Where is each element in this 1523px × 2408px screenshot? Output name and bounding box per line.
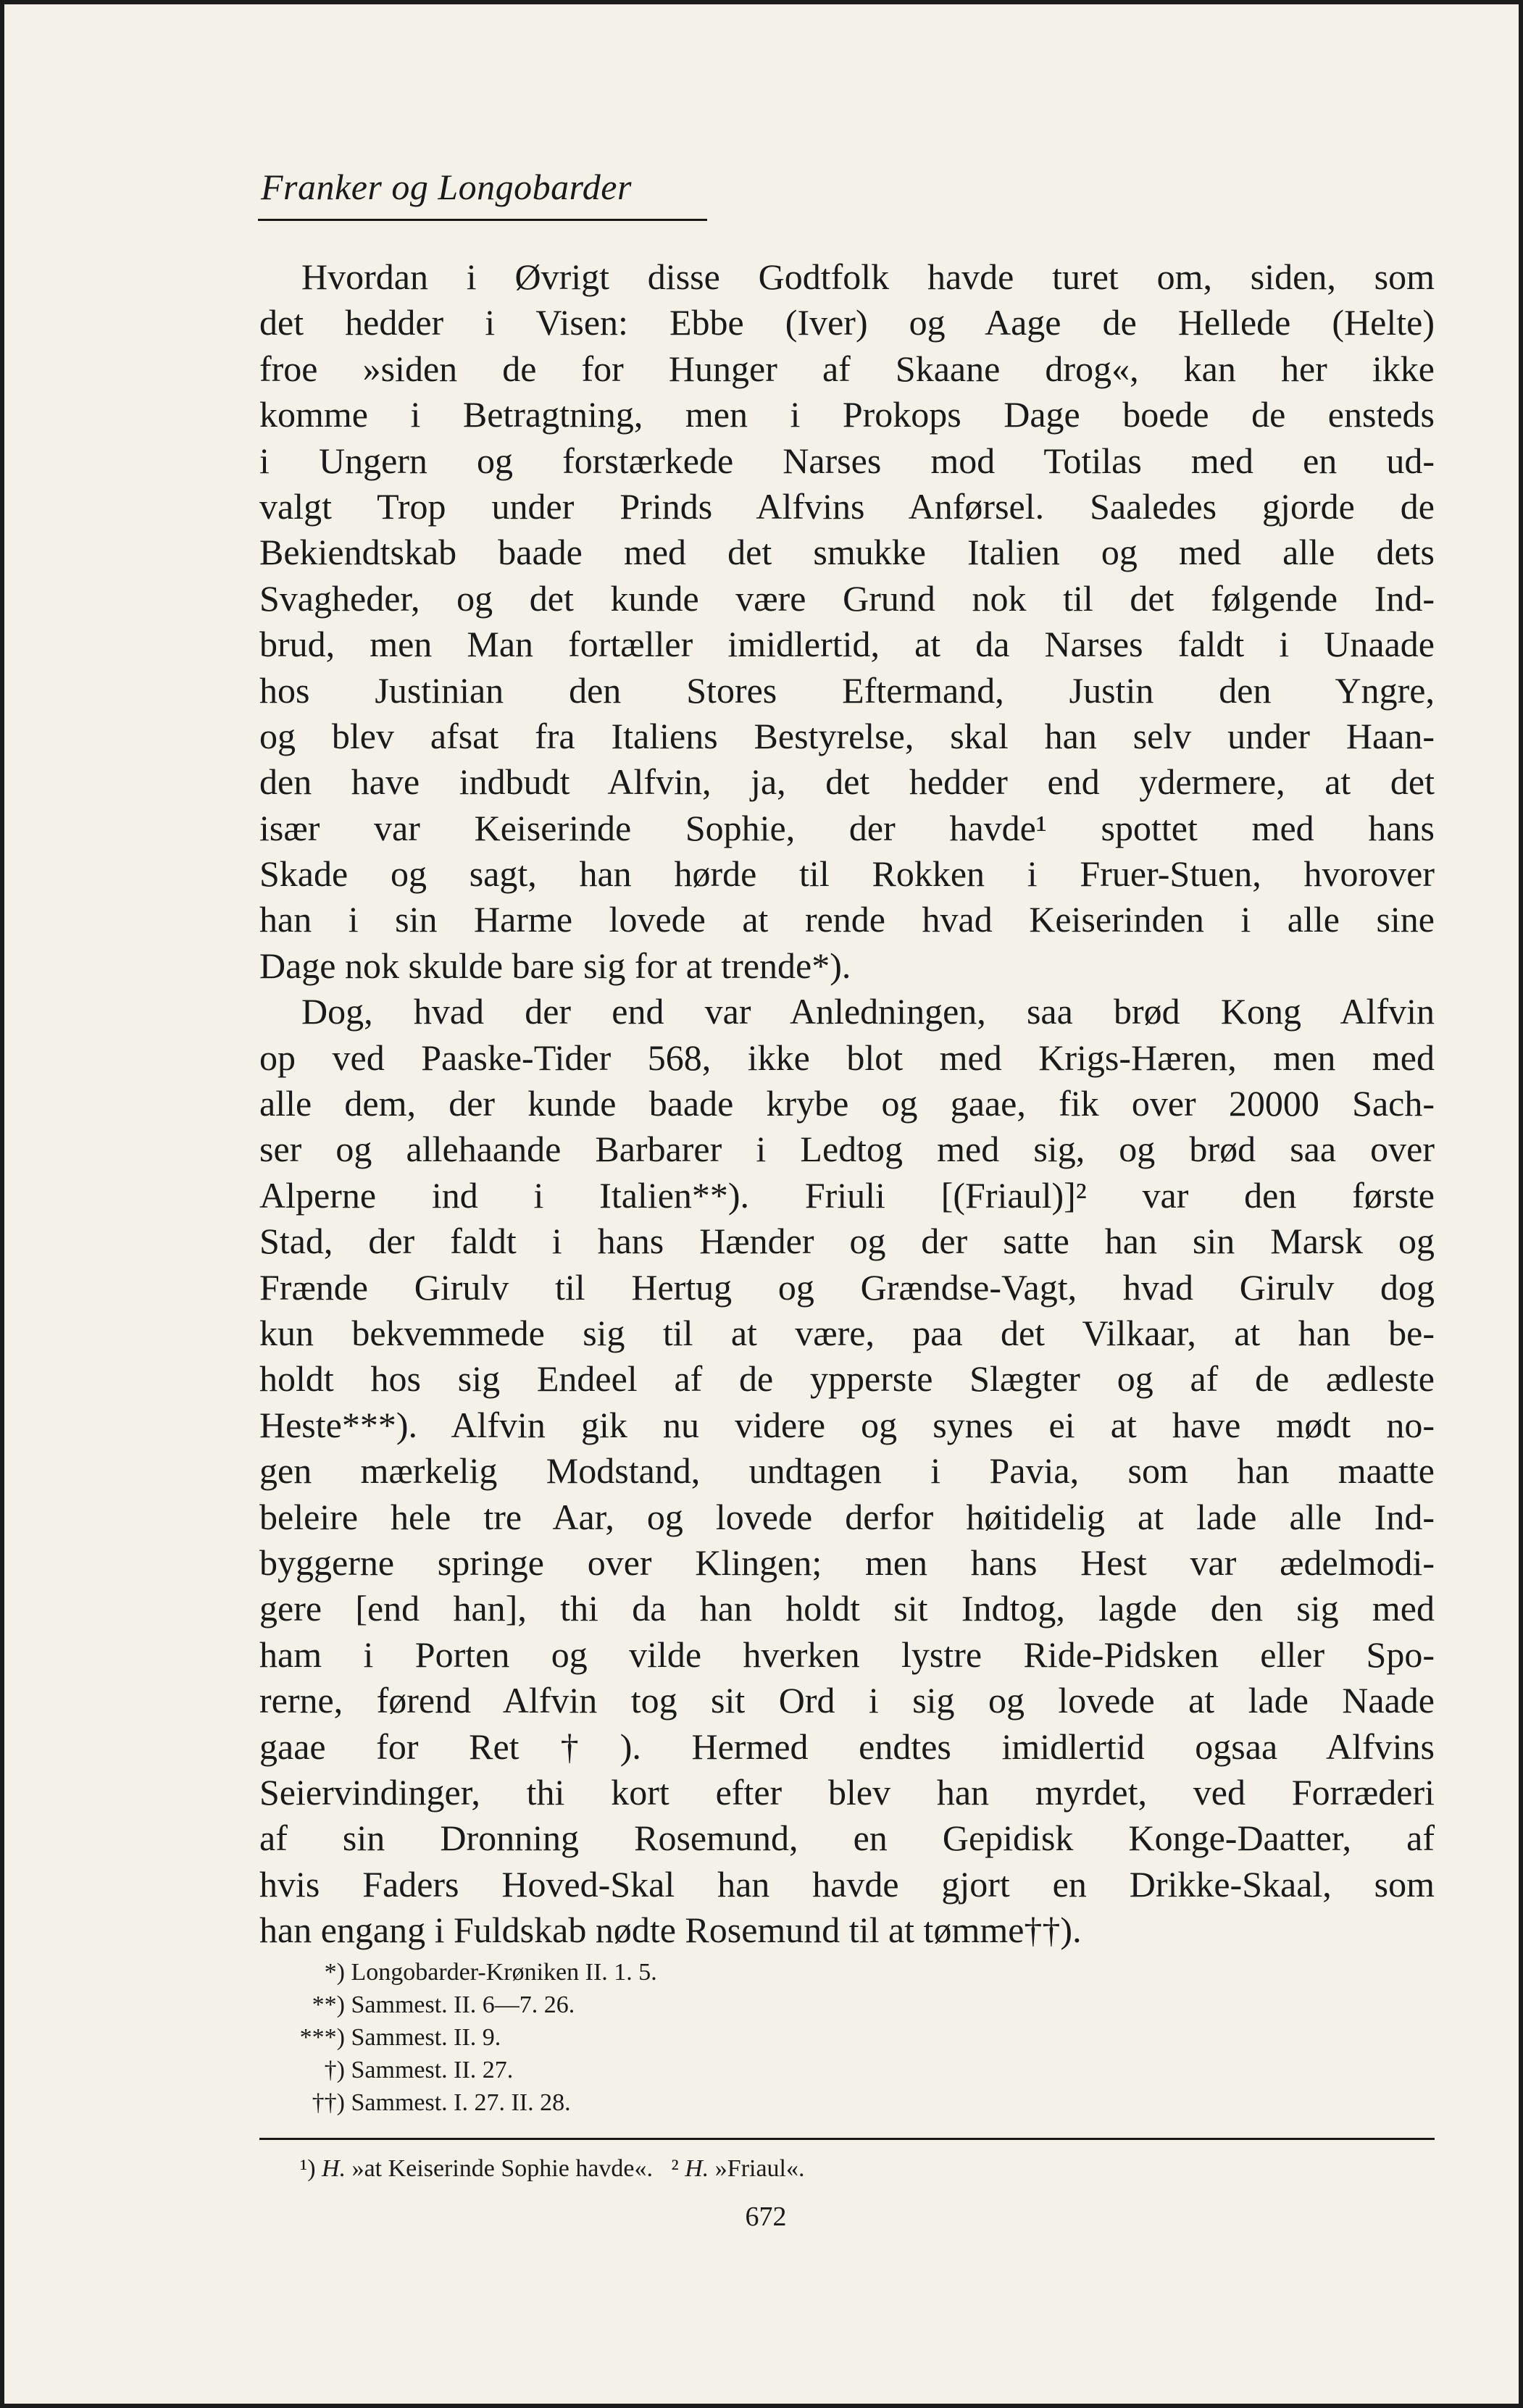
footnote-text: Sammest. II. 9. [351, 2024, 501, 2051]
text-line: Svagheder, og det kunde være Grund nok til det følgende Ind- [259, 577, 1435, 619]
text-line: han engang i Fuldskab nødte Rosemund til at tømme††). [259, 1910, 1082, 1951]
crit-note-2-mark: ² [671, 2155, 679, 2182]
footnote-mark: †) [324, 2057, 345, 2083]
footnote-text: Sammest. II. 27. [351, 2057, 514, 2083]
text-line: den have indbudt Alfvin, ja, det hedder end ydermere, at det [259, 761, 1435, 803]
text-line: Dog, hvad der end var Anledningen, saa brød Kong Alfvin [301, 991, 1435, 1032]
running-head-rule [258, 219, 707, 221]
paragraph-1 [259, 254, 1435, 989]
text-line: komme i Betragtning, men i Prokops Dage boede de ensteds [259, 394, 1435, 435]
text-line: Alperne ind i Italien**). Friuli [(Friaul)]² var den første [259, 1174, 1435, 1216]
text-line: froe »siden de for Hunger af Skaane drog«, kan her ikke [259, 348, 1435, 389]
text-line: rerne, førend Alfvin tog sit Ord i sig og lovede at lade Naade [259, 1680, 1435, 1721]
text-line: Bekiendtskab baade med det smukke Italien og med alle dets [259, 532, 1435, 573]
running-head: Franker og Longobarder [261, 167, 632, 207]
text-line: især var Keiserinde Sophie, der havde¹ spottet med hans [259, 807, 1435, 848]
text-line: i Ungern og forstærkede Narses mod Totilas med en ud- [259, 440, 1435, 481]
text-line: Hvordan i Øvrigt disse Godtfolk havde turet om, siden, som [301, 256, 1435, 297]
footnote [259, 1956, 1056, 1989]
text-line: og blev afsat fra Italiens Bestyrelse, skal han selv under Haan- [259, 715, 1435, 756]
crit-note-1-text: »at Keiserinde Sophie havde«. [351, 2155, 654, 2182]
footnote-mark: *) [324, 1959, 345, 1986]
footnote-text: Sammest. I. 27. II. 28. [351, 2089, 571, 2116]
text-line: af sin Dronning Rosemund, en Gepidisk Konge-Daatter, af [259, 1818, 1435, 1859]
text-line: valgt Trop under Prinds Alfvins Anførsel. Saaledes gjorde de [259, 485, 1435, 527]
footnote [259, 2021, 1056, 2054]
footnote-mark: **) [312, 1991, 345, 2018]
text-line: brud, men Man fortæller imidlertid, at da Narses faldt i Unaade [259, 624, 1435, 665]
footnote-mark: ***) [299, 2024, 345, 2051]
text-line: ham i Porten og vilde hverken lystre Ride-Pidsken eller Spo- [259, 1634, 1435, 1675]
text-line: byggerne springe over Klingen; men hans Hest var ædelmodi- [259, 1542, 1435, 1583]
footnote [259, 2054, 1056, 2086]
footnote-mark: ††) [312, 2089, 345, 2116]
crit-note-2-text: »Friaul«. [714, 2155, 805, 2182]
text-line: gen mærkelig Modstand, undtagen i Pavia, som han maatte [259, 1450, 1435, 1492]
text-line: Seiervindinger, thi kort efter blev han myrdet, ved Forræderi [259, 1771, 1435, 1813]
text-line: Dage nok skulde bare sig for at trende*). [259, 945, 851, 986]
page-number: 672 [745, 2202, 787, 2232]
text-line: holdt hos sig Endeel af de ypperste Slægter og af de ædleste [259, 1358, 1435, 1400]
critical-apparatus [300, 2152, 805, 2186]
text-line: ser og allehaande Barbarer i Ledtog med sig, og brød saa over [259, 1129, 1435, 1170]
text-line: Stad, der faldt i hans Hænder og der satte han sin Marsk og [259, 1221, 1435, 1262]
text-line: Frænde Girulv til Hertug og Grændse-Vagt, hvad Girulv dog [259, 1266, 1435, 1308]
footnote [259, 2086, 1056, 2119]
body-text [259, 254, 1435, 1953]
crit-note-1-source: H. [322, 2155, 346, 2182]
paragraph-2 [259, 989, 1435, 1953]
text-line: hos Justinian den Stores Eftermand, Justin den Yngre, [259, 669, 1435, 711]
text-line: kun bekvemmede sig til at være, paa det Vilkaar, at han be- [259, 1312, 1435, 1353]
text-line: han i sin Harme lovede at rende hvad Keiserinden i alle sine [259, 899, 1435, 940]
text-line: det hedder i Visen: Ebbe (Iver) og Aage de Hellede (Helte) [259, 302, 1435, 343]
text-line: Skade og sagt, han hørde til Rokken i Fruer-Stuen, hvorover [259, 853, 1435, 895]
text-line: gaae for Ret†). Hermed endtes imidlertid ogsaa Alfvins [259, 1726, 1435, 1767]
text-line: op ved Paaske-Tider 568, ikke blot med Krigs-Hæren, men med [259, 1037, 1435, 1078]
critical-apparatus-rule [259, 2138, 1435, 2140]
text-line: hvis Faders Hoved-Skal han havde gjort en Drikke-Skaal, som [259, 1863, 1435, 1905]
crit-note-1-mark: ¹) [300, 2155, 316, 2182]
text-line: beleire hele tre Aar, og lovede derfor høitidelig at lade alle Ind- [259, 1496, 1435, 1537]
text-line: alle dem, der kunde baade krybe og gaae, fik over 20000 Sach- [259, 1083, 1435, 1124]
text-line: gere [end han], thi da han holdt sit Indtog, lagde den sig med [259, 1588, 1435, 1629]
footnote-text: Sammest. II. 6—7. 26. [351, 1991, 575, 2018]
footnote [259, 1989, 1056, 2021]
footnote-text: Longobarder-Krøniken II. 1. 5. [351, 1959, 657, 1986]
crit-note-2-source: H. [685, 2155, 709, 2182]
footnotes [259, 1956, 1056, 2119]
text-line: Heste***). Alfvin gik nu videre og synes ei at have mødt no- [259, 1404, 1435, 1445]
